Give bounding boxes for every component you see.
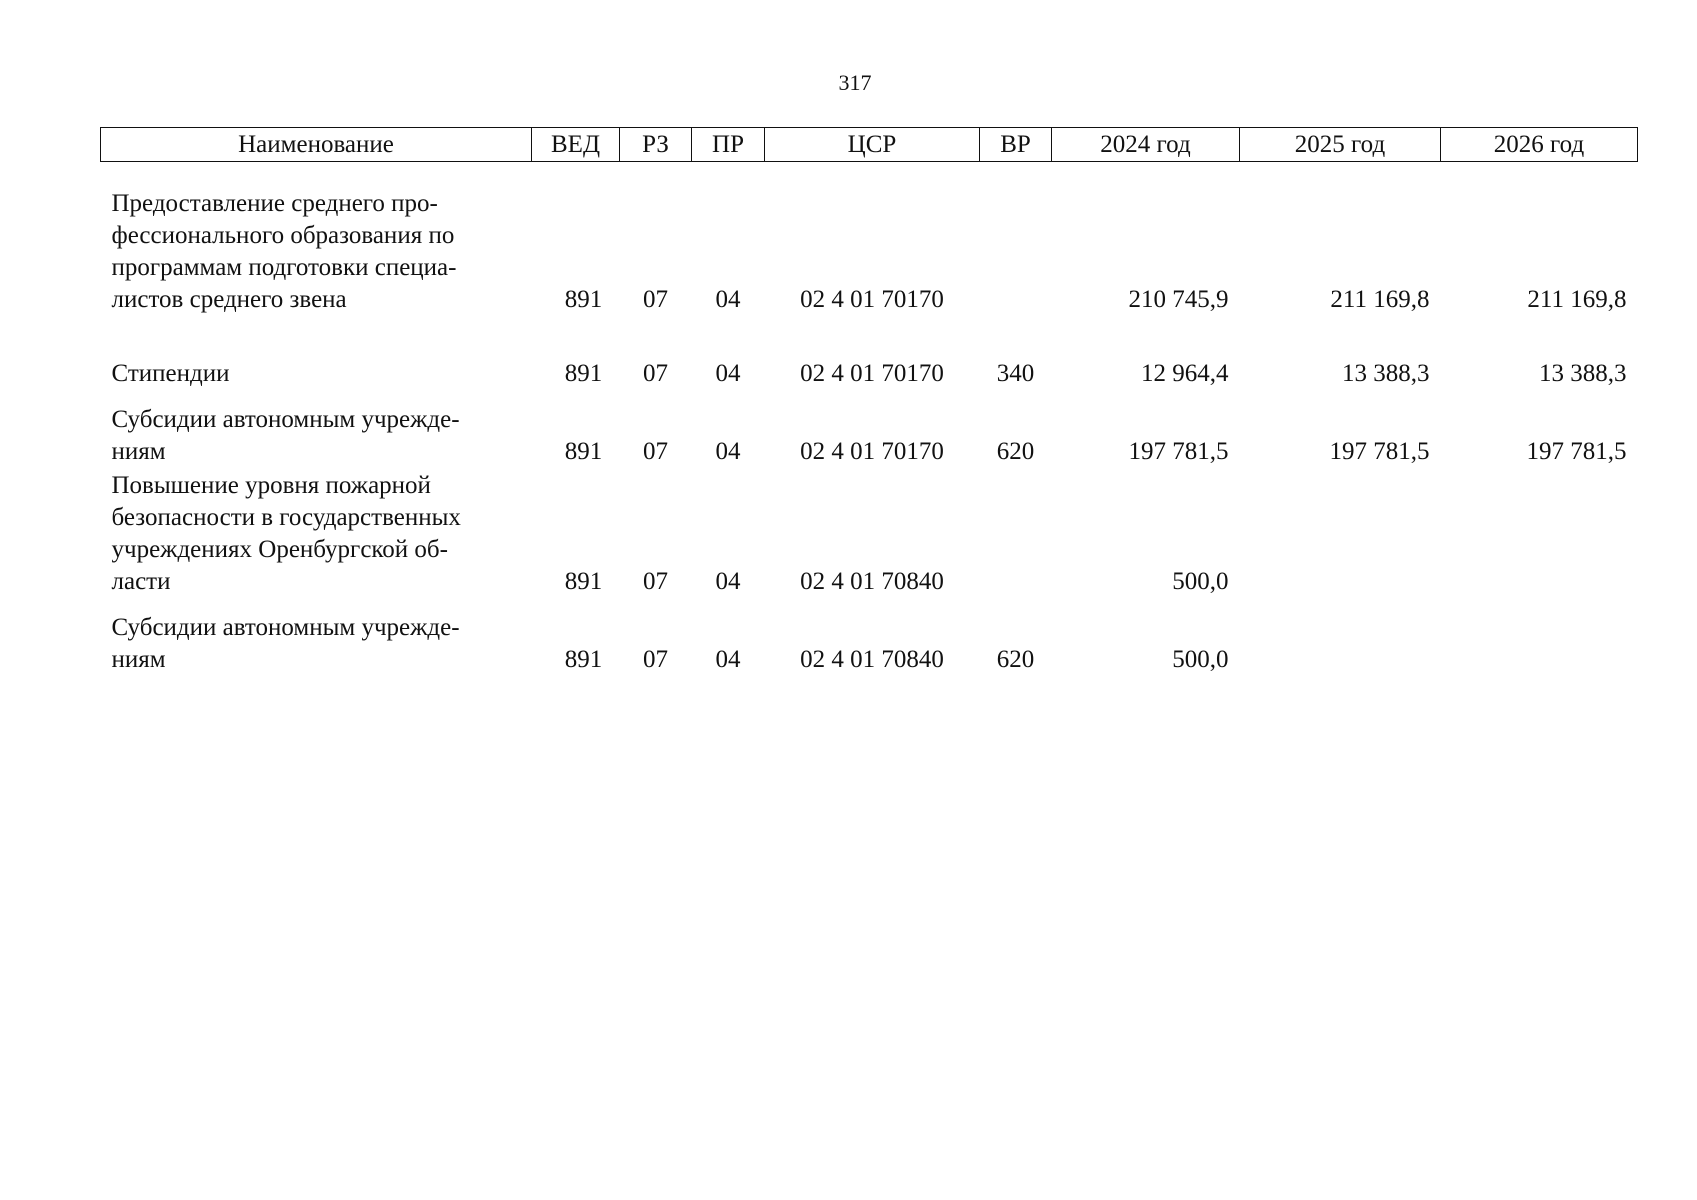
header-name: Наименование: [101, 128, 532, 162]
header-2026: 2026 год: [1441, 128, 1638, 162]
page-number: 317: [838, 70, 872, 95]
header-2024: 2024 год: [1052, 128, 1240, 162]
row-2024: 12 964,4: [1141, 360, 1229, 387]
header-pr: ПР: [692, 128, 765, 162]
row-vr: [980, 188, 1052, 316]
row-ved: 891: [564, 360, 603, 387]
row-2025: 13 388,3: [1342, 360, 1430, 387]
header-ved: ВЕД: [532, 128, 620, 162]
row-rz: 07: [643, 568, 668, 595]
row-rz: 07: [643, 360, 668, 387]
row-csr: 02 4 01 70170: [800, 438, 944, 465]
table-row: [101, 468, 1638, 598]
row-pr: 04: [715, 438, 741, 465]
row-csr: 02 4 01 70840: [800, 568, 944, 595]
row-pr: 04: [715, 360, 741, 387]
row-ved: 891: [564, 646, 603, 673]
table-row: [101, 598, 1638, 676]
row-2026: 13 388,3: [1539, 360, 1627, 387]
row-2025: 197 781,5: [1329, 438, 1430, 465]
row-2025: [1240, 598, 1441, 676]
row-2026: 197 781,5: [1526, 438, 1627, 465]
row-vr: 620: [996, 438, 1035, 465]
row-2024: 500,0: [1172, 568, 1229, 595]
row-vr: 620: [996, 646, 1035, 673]
header-vr: ВР: [980, 128, 1052, 162]
table-row: [101, 316, 1638, 390]
row-2026: [1441, 598, 1638, 676]
row-2024: 210 745,9: [1128, 286, 1229, 313]
budget-table: [100, 127, 1638, 676]
row-rz: 07: [643, 438, 668, 465]
header-rz: РЗ: [620, 128, 692, 162]
row-name: Стипендии: [111, 360, 230, 387]
row-rz: 07: [643, 646, 668, 673]
table-spacer: [101, 162, 1638, 189]
row-pr: 04: [715, 568, 741, 595]
row-csr: 02 4 01 70170: [800, 286, 944, 313]
row-2024: 500,0: [1172, 646, 1229, 673]
row-rz: 07: [643, 286, 668, 313]
row-csr: 02 4 01 70840: [800, 646, 944, 673]
row-ved: 891: [564, 438, 603, 465]
row-pr: 04: [715, 646, 741, 673]
row-name: Субсидии автономным учрежде- ниям: [111, 614, 460, 673]
table-header-row: [101, 128, 1638, 162]
row-2026: [1441, 468, 1638, 598]
row-vr: 340: [996, 360, 1035, 387]
row-ved: 891: [564, 286, 603, 313]
row-2025: [1240, 468, 1441, 598]
table-row: [101, 390, 1638, 468]
row-pr: 04: [715, 286, 741, 313]
header-csr: ЦСР: [765, 128, 980, 162]
row-ved: 891: [564, 568, 603, 595]
row-2026: 211 169,8: [1527, 286, 1627, 313]
header-2025: 2025 год: [1240, 128, 1441, 162]
row-name: Предоставление среднего про- фессионального образования по программам подготовки специа- листов среднего звена: [111, 190, 457, 313]
row-2024: 197 781,5: [1128, 438, 1229, 465]
row-vr: [980, 468, 1052, 598]
row-name: Повышение уровня пожарной безопасности в государственных учреждениях Оренбургской об- ласти: [111, 472, 461, 595]
row-name: Субсидии автономным учрежде- ниям: [111, 406, 460, 465]
table-row: [101, 188, 1638, 316]
row-csr: 02 4 01 70170: [800, 360, 944, 387]
row-2025: 211 169,8: [1330, 286, 1430, 313]
